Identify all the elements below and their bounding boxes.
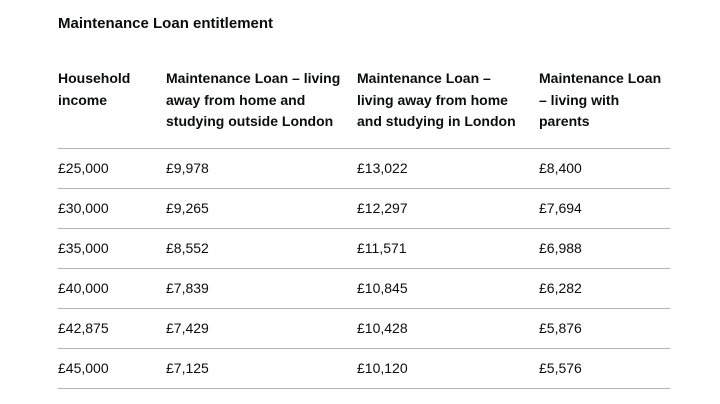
table-caption: Maintenance Loan entitlement [58,15,274,32]
cell-away-outside-london: £7,839 [166,268,357,308]
cell-living-with-parents: £6,282 [539,268,670,308]
table-row [58,348,670,388]
cell-living-with-parents: £7,694 [539,188,670,228]
cell-away-outside-london: £7,125 [166,348,357,388]
cell-household-income: £30,000 [58,188,166,228]
header-household-income: Household income [58,62,166,148]
table-row [58,188,670,228]
cell-away-outside-london: £8,552 [166,228,357,268]
cell-living-with-parents: £5,576 [539,348,670,388]
cell-away-in-london: £12,297 [357,188,539,228]
cell-away-outside-london: £7,429 [166,308,357,348]
cell-away-in-london: £11,571 [357,228,539,268]
cell-household-income: £42,875 [58,308,166,348]
cell-away-in-london: £13,022 [357,148,539,188]
table-header [58,62,670,148]
maintenance-loan-table [58,62,670,389]
table-row [58,148,670,188]
header-away-in-london: Maintenance Loan – living away from home and studying in London [357,62,539,148]
header-row [58,62,670,148]
cell-household-income: £45,000 [58,348,166,388]
table-row [58,228,670,268]
cell-away-in-london: £10,120 [357,348,539,388]
cell-living-with-parents: £8,400 [539,148,670,188]
cell-household-income: £25,000 [58,148,166,188]
cell-away-outside-london: £9,978 [166,148,357,188]
cell-household-income: £40,000 [58,268,166,308]
cell-away-in-london: £10,428 [357,308,539,348]
table-row [58,268,670,308]
cell-away-outside-london: £9,265 [166,188,357,228]
cell-living-with-parents: £5,876 [539,308,670,348]
header-living-with-parents: Maintenance Loan – living with parents [539,62,670,148]
cell-living-with-parents: £6,988 [539,228,670,268]
table-row [58,308,670,348]
cell-away-in-london: £10,845 [357,268,539,308]
header-away-outside-london: Maintenance Loan – living away from home and studying outside London [166,62,357,148]
table-body [58,148,670,388]
cell-household-income: £35,000 [58,228,166,268]
